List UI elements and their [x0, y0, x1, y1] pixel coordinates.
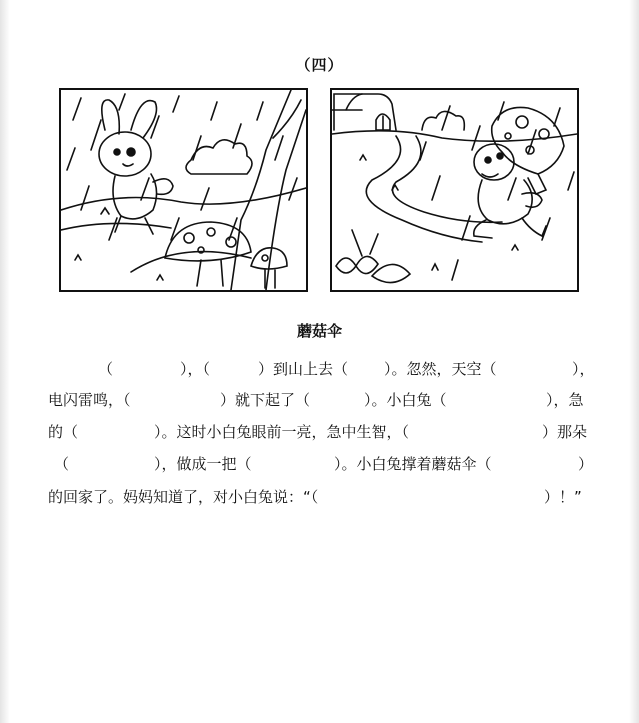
mushroom-umbrella-illustration: [332, 90, 577, 290]
text-segment: （: [54, 455, 70, 473]
story-title: 蘑菇伞: [296, 322, 342, 340]
text-segment: ）。小白兔（: [364, 391, 447, 409]
text-segment: ），急: [546, 391, 584, 409]
page-shadow-right: [629, 0, 639, 723]
text-segment: ），: [572, 360, 595, 378]
text-segment: ）。忽然，天空（: [384, 360, 497, 378]
page-shadow-left: [0, 0, 10, 723]
text-segment: ），（: [180, 360, 211, 378]
text-segment: ），做成一把（: [154, 455, 252, 473]
text-segment: ）。这时小白兔眼前一亮，急中生智，（: [154, 423, 410, 441]
text-segment: ）那朵: [542, 423, 588, 441]
picture-panel-rabbit-in-rain: [59, 88, 308, 292]
text-segment: 的（: [48, 423, 79, 441]
text-segment: ）。小白兔撑着蘑菇伞（: [334, 455, 492, 473]
text-segment: ）到山上去（: [258, 360, 349, 378]
rabbit-rain-illustration: [61, 90, 306, 290]
story-passage: [48, 358, 593, 518]
section-heading: （四）: [295, 56, 344, 74]
text-segment: 的回家了。妈妈知道了，对小白兔说：“（: [48, 488, 319, 506]
text-segment: ）就下起了（: [220, 391, 311, 409]
text-segment: ）: [578, 455, 594, 473]
text-segment: ）！”: [544, 488, 582, 506]
picture-panel-mushroom-umbrella: [330, 88, 579, 292]
text-segment: 电闪雷鸣，（: [48, 391, 131, 409]
text-segment: （: [98, 360, 114, 378]
